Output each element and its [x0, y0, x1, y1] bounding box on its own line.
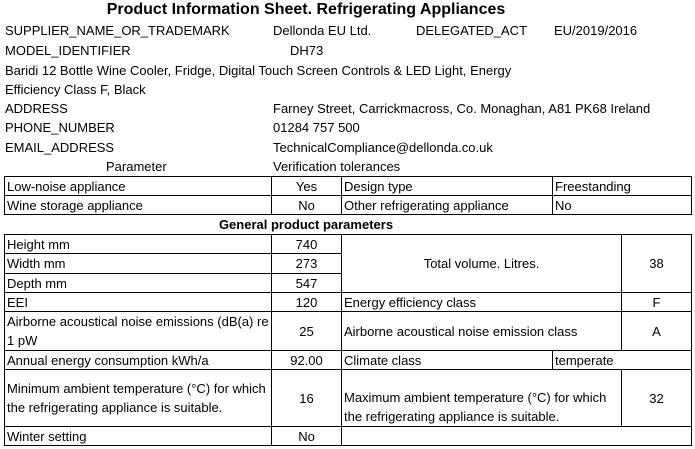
- energy-class-value: F: [622, 293, 692, 312]
- description-line-1: Baridi 12 Bottle Wine Cooler, Fridge, Digital Touch Screen Controls & LED Light, Energy: [5, 63, 512, 78]
- design-type-label: Design type: [342, 177, 553, 196]
- supplier-value: Dellonda EU Ltd.: [273, 23, 372, 38]
- address-value: Farney Street, Carrickmacross, Co. Monaghan, A81 PK68 Ireland: [273, 101, 651, 116]
- depth-label: Depth mm: [5, 274, 272, 293]
- wine-storage-label: Wine storage appliance: [5, 196, 272, 215]
- other-appliance-value: No: [553, 196, 692, 215]
- noise-emissions-value: 25: [272, 312, 342, 351]
- other-appliance-label: Other refrigerating appliance: [342, 196, 553, 215]
- page-title: Product Information Sheet. Refrigerating Appliances: [106, 1, 506, 18]
- noise-class-label: Airborne acoustical noise emission class: [342, 312, 622, 351]
- max-temp-label: Maximum ambient temperature (°C) for which the refrigerating appliance is suitable.: [342, 370, 622, 427]
- max-temp-value: 32: [622, 370, 692, 427]
- model-label: MODEL_IDENTIFIER: [5, 43, 131, 58]
- width-label: Width mm: [5, 254, 272, 274]
- table-row: [5, 427, 692, 446]
- design-type-value: Freestanding: [553, 177, 692, 196]
- email-label: EMAIL_ADDRESS: [5, 140, 115, 155]
- parameter-heading: Parameter: [106, 159, 167, 174]
- min-temp-value: 16: [272, 370, 342, 427]
- depth-value: 547: [272, 274, 342, 293]
- table-row: [5, 196, 692, 215]
- general-parameters-heading: General product parameters: [218, 217, 394, 232]
- width-value: 273: [272, 254, 342, 274]
- min-temp-label: Minimum ambient temperature (°C) for which the refrigerating appliance is suitable.: [5, 370, 272, 427]
- volume-label: Total volume. Litres.: [342, 235, 622, 293]
- winter-setting-label: Winter setting: [5, 427, 272, 446]
- phone-value: 01284 757 500: [273, 120, 360, 135]
- table-row: [5, 235, 692, 254]
- height-value: 740: [272, 235, 342, 254]
- low-noise-label: Low-noise appliance: [5, 177, 272, 196]
- table-row: [5, 370, 692, 427]
- table-row: [5, 177, 692, 196]
- eei-label: EEI: [5, 293, 272, 312]
- table-row: [5, 351, 692, 370]
- appliance-type-table: [4, 176, 692, 215]
- email-value: TechnicalCompliance@dellonda.co.uk: [273, 140, 493, 155]
- low-noise-value: Yes: [272, 177, 342, 196]
- act-value: EU/2019/2016: [554, 23, 638, 38]
- tolerances-heading: Verification tolerances: [273, 159, 401, 174]
- winter-setting-value: No: [272, 427, 342, 446]
- noise-emissions-label: Airborne acoustical noise emissions (dB(a) re 1 pW: [5, 312, 272, 351]
- noise-class-value: A: [622, 312, 692, 351]
- table-row: [5, 312, 692, 351]
- height-label: Height mm: [5, 235, 272, 254]
- address-label: ADDRESS: [5, 101, 68, 116]
- act-label: DELEGATED_ACT: [416, 23, 528, 38]
- climate-class-label: Climate class: [342, 351, 553, 370]
- empty-cell: [342, 427, 692, 446]
- model-value: DH73: [290, 43, 324, 58]
- general-parameters-table: [4, 234, 692, 446]
- energy-class-label: Energy efficiency class: [342, 293, 622, 312]
- description-line-2: Efficiency Class F, Black: [5, 82, 146, 97]
- climate-class-value: temperate: [553, 351, 692, 370]
- eei-value: 120: [272, 293, 342, 312]
- annual-energy-label: Annual energy consumption kWh/a: [5, 351, 272, 370]
- table-row: [5, 293, 692, 312]
- supplier-label: SUPPLIER_NAME_OR_TRADEMARK: [5, 23, 230, 38]
- wine-storage-value: No: [272, 196, 342, 215]
- phone-label: PHONE_NUMBER: [5, 120, 115, 135]
- annual-energy-value: 92.00: [272, 351, 342, 370]
- volume-value: 38: [622, 235, 692, 293]
